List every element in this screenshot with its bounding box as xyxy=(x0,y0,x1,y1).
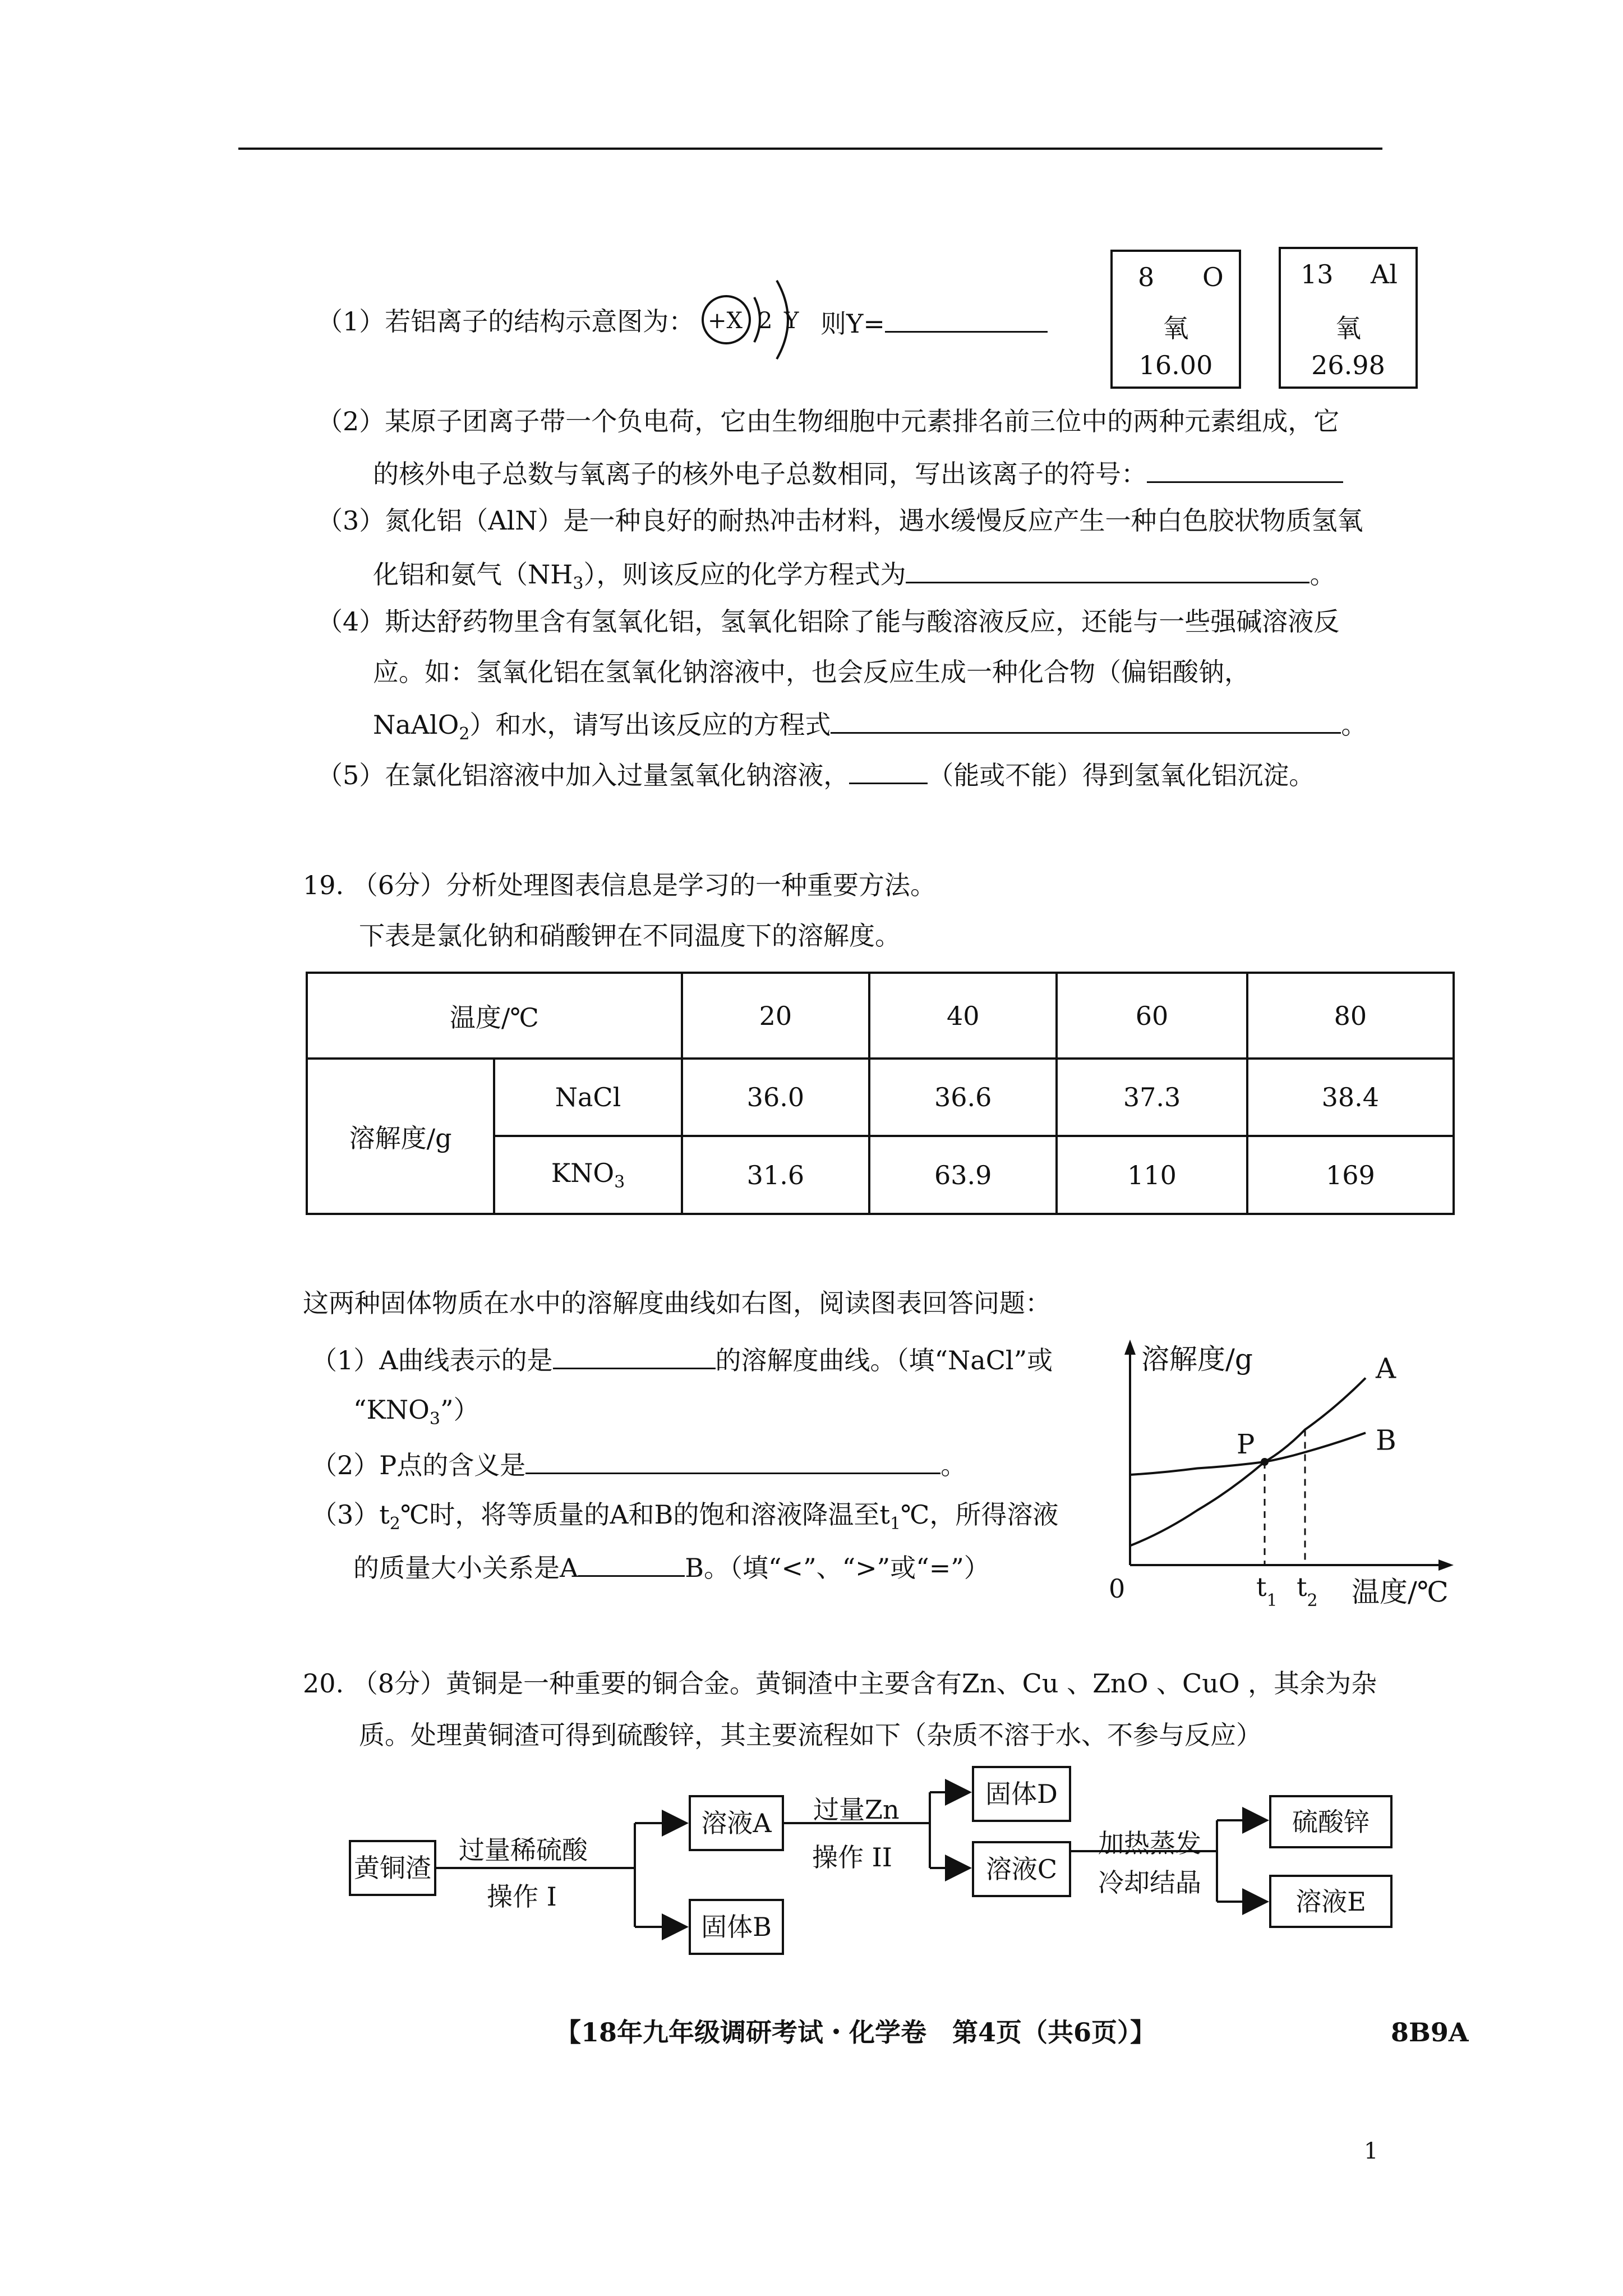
q18-item1-post: 则Y= xyxy=(820,309,1048,337)
q19-q2: （2）P点的含义是 。 xyxy=(311,1450,967,1480)
table-cell: 38.4 xyxy=(1247,1059,1454,1136)
flow-box-zinc-sulfate: 硫酸锌 xyxy=(1269,1795,1393,1848)
q18-item5: （5）在氯化铝溶液中加入过量氢氧化钠溶液， （能或不能）得到氢氧化铝沉淀。 xyxy=(317,760,1315,790)
point-p-label: P xyxy=(1237,1429,1255,1460)
flow-label-dilute-acid: 过量稀硫酸 xyxy=(459,1835,588,1865)
q19-intro: 下表是氯化钠和硝酸钾在不同温度下的溶解度。 xyxy=(359,921,901,951)
element-name: 氧 xyxy=(1335,313,1361,343)
flow-label-operation-1: 操作 I xyxy=(487,1881,557,1912)
curve-label-a: A xyxy=(1376,1352,1396,1385)
table-header-temp: 40 xyxy=(869,973,1057,1059)
footer-code: 8B9A xyxy=(1391,2017,1469,2047)
q19-q3-line1: $(3)t_2℃$时，将等质量的A和B的饱和溶液降温至$t_1℃$，所得溶液 xyxy=(311,1499,1059,1534)
footer-text: 【18年九年级调研考试・化学卷 第4页（共6页）】 xyxy=(555,2017,1156,2047)
nucleus-charge: +X xyxy=(708,308,743,334)
table-cell: 110 xyxy=(1057,1136,1247,1214)
table-row-label: $KNO_3$ xyxy=(494,1136,681,1214)
q19-lead: 这两种固体物质在水中的溶解度曲线如右图，阅读图表回答问题： xyxy=(303,1288,1051,1318)
q18-item4-line1: （4）斯达舒药物里含有氢氧化铝，氢氧化铝除了能与酸溶液反应，还能与一些强碱溶液反 xyxy=(317,606,1340,637)
curve-label-b: B xyxy=(1376,1424,1396,1457)
atomic-mass: 16.00 xyxy=(1138,350,1213,380)
flow-label-heat-evaporate: 加热蒸发 xyxy=(1098,1828,1201,1858)
atomic-number: 8 xyxy=(1138,262,1155,292)
x-tick-label: $t_2$ xyxy=(1297,1572,1318,1611)
table-header-temp: 80 xyxy=(1247,973,1454,1059)
table-cell: 37.3 xyxy=(1057,1059,1247,1136)
flow-label-operation-2: 操作 II xyxy=(812,1842,892,1872)
flow-box-solution-c: 溶液C xyxy=(972,1841,1071,1897)
x-axis-label: 温度/℃ xyxy=(1352,1576,1449,1608)
q18-item4-line2: 应。如：氢氧化铝在氢氧化钠溶液中，也会反应生成一种化合物（偏铝酸钠， xyxy=(373,657,1250,687)
origin-label: 0 xyxy=(1109,1573,1126,1604)
element-symbol: O xyxy=(1202,262,1224,292)
table-header-temp: 60 xyxy=(1057,973,1247,1059)
atomic-mass: 26.98 xyxy=(1311,350,1385,380)
table-label-solubility: 溶解度/g xyxy=(307,1059,494,1214)
q20-line2: 质。处理黄铜渣可得到硫酸锌，其主要流程如下（杂质不溶于水、不参与反应） xyxy=(359,1720,1262,1750)
table-cell: 31.6 xyxy=(682,1136,869,1214)
table-cell: 63.9 xyxy=(869,1136,1057,1214)
q18-item2-line2: 的核外电子总数与氧离子的核外电子总数相同，写出该离子的符号： xyxy=(373,459,1343,487)
x-tick-label: $t_1$ xyxy=(1256,1572,1278,1611)
atomic-number: 13 xyxy=(1301,259,1334,289)
table-cell: 36.6 xyxy=(869,1059,1057,1136)
page-number: 1 xyxy=(1364,2138,1378,2164)
flow-label-cool-crystallize: 冷却结晶 xyxy=(1098,1867,1201,1898)
shell-2-electrons: Y xyxy=(784,308,799,334)
table-row-label: NaCl xyxy=(494,1059,681,1136)
flow-box-brass-slag: 黄铜渣 xyxy=(349,1840,436,1896)
table-cell: 169 xyxy=(1247,1136,1454,1214)
element-name: 氧 xyxy=(1163,313,1189,343)
table-header-temperature: 温度/℃ xyxy=(307,973,682,1059)
q19-q3-line2: 的质量大小关系是A B。（填“<”、“>”或“=”） xyxy=(353,1553,990,1583)
q18-item4-line3: NaAlO$_2$）和水，请写出该反应的方程式 。 xyxy=(373,710,1367,744)
q18-item2-line1: （2）某原子团离子带一个负电荷，它由生物细胞中元素排名前三位中的两种元素组成，它 xyxy=(317,406,1340,436)
q18-item1-pre: （1）若铝离子的结构示意图为： xyxy=(317,306,695,337)
q18-item3-line2: 化铝和氨气$(NH_3)$，则该反应的化学方程式为 。 xyxy=(373,559,1336,594)
element-symbol: Al xyxy=(1371,259,1398,289)
flow-box-solution-a: 溶液A xyxy=(689,1795,784,1851)
y-axis-label: 溶解度/g xyxy=(1141,1343,1253,1375)
flow-box-solid-b: 固体B xyxy=(689,1899,784,1955)
table-cell: 36.0 xyxy=(682,1059,869,1136)
q18-item3-line1: （3）氮化铝（AlN）是一种良好的耐热冲击材料，遇水缓慢反应产生一种白色胶状物质氢氧 xyxy=(317,505,1363,536)
q19-heading: 19. （6分）分析处理图表信息是学习的一种重要方法。 xyxy=(303,870,937,900)
q20-line1: 20. （8分）黄铜是一种重要的铜合金。黄铜渣中主要含有Zn、Cu 、ZnO 、CuO ，其余为杂 xyxy=(303,1668,1377,1699)
flow-label-excess-zn: 过量Zn xyxy=(813,1795,900,1825)
flow-box-solid-d: 固体D xyxy=(972,1766,1071,1822)
q19-q1-line2: “$KNO_3$”） xyxy=(353,1395,479,1429)
shell-1-electrons: 2 xyxy=(758,308,773,334)
flow-box-solution-e: 溶液E xyxy=(1269,1875,1393,1928)
q19-q1-line1: （1）A曲线表示的是 的溶解度曲线。（填“NaCl”或 xyxy=(311,1345,1053,1375)
table-header-temp: 20 xyxy=(682,973,869,1059)
